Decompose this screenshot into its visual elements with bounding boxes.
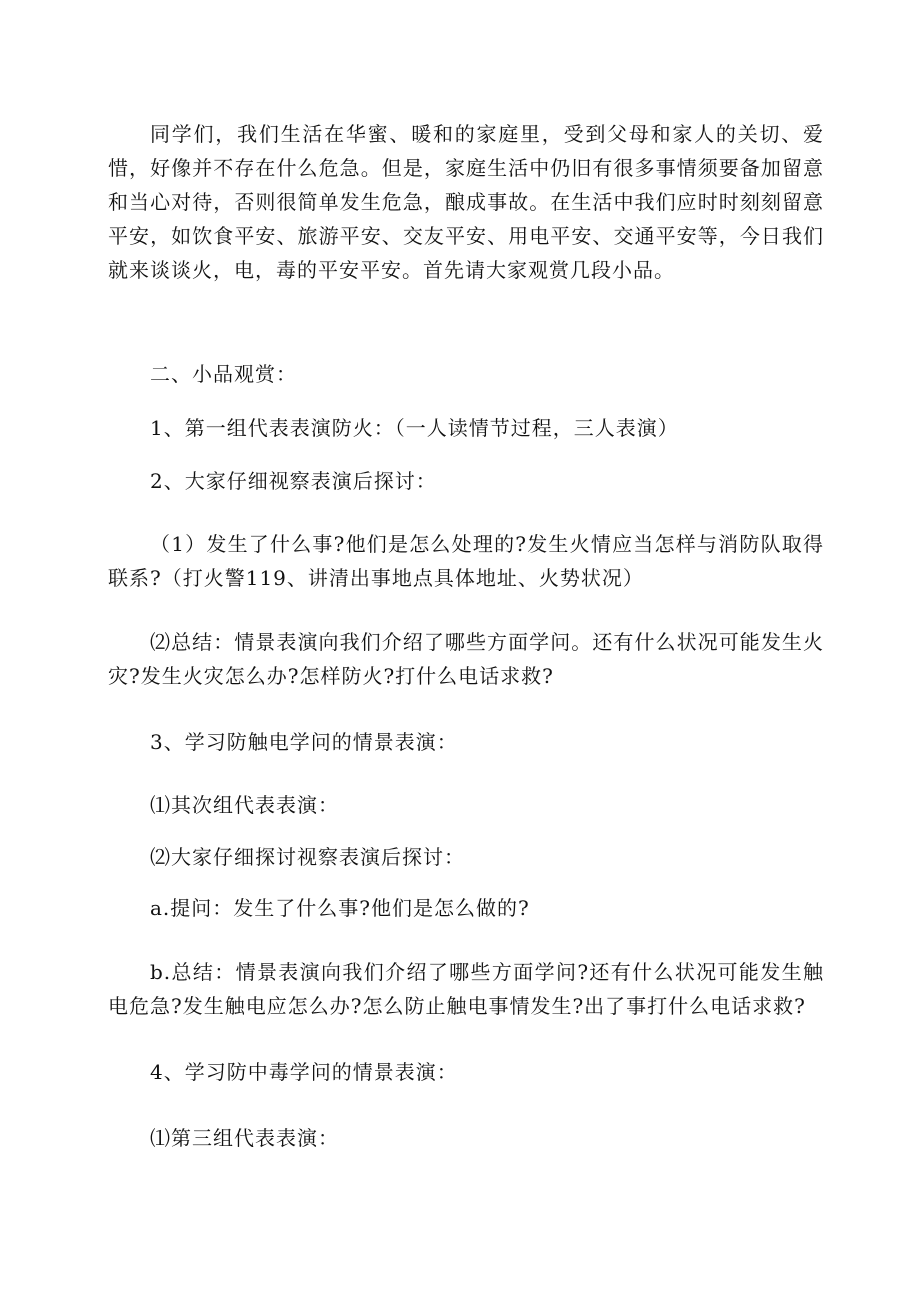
list-item-electric-summary: b.总结：情景表演向我们介绍了哪些方面学问?还有什么状况可能发生触电危急?发生触电应怎么办?怎么防止触电事情发生?出了事打什么电话求救? [108, 960, 824, 1018]
list-item-group-two: ⑴其次组代表表演： [150, 793, 339, 817]
list-item-group-three: ⑴第三组代表表演： [150, 1126, 339, 1150]
list-item-poison-performance: 4、学习防中毒学问的情景表演： [150, 1060, 458, 1084]
list-item-electric-discussion: ⑵大家仔细探讨视察表演后探讨： [150, 845, 465, 869]
intro-paragraph: 同学们，我们生活在华蜜、暖和的家庭里，受到父母和家人的关切、爱惜，好像并不存在什么危急。但是，家庭生活中仍旧有很多事情须要备加留意和当心对待，否则很简单发生危急，酿成事故。在生活中我们应时时刻刻留意平安，如饮食平安、旅游平安、交友平安、用电平安、交通平安等，今日我们就来谈谈火，电，毒的平安平安。首先请大家观赏几段小品。 [108, 122, 824, 282]
list-item-fire-performance: 1、第一组代表表演防火：（一人读情节过程，三人表演） [150, 416, 679, 440]
list-item-electric-question: a.提问：发生了什么事?他们是怎么做的? [150, 896, 530, 920]
list-item-fire-questions: （1）发生了什么事?他们是怎么处理的?发生火情应当怎样与消防队取得联系?（打火警119、讲清出事地点具体地址、火势状况） [108, 532, 824, 590]
list-item-discussion: 2、大家仔细视察表演后探讨： [150, 469, 437, 493]
section-heading-sketch-viewing: 二、小品观赏： [150, 362, 297, 386]
list-item-fire-summary: ⑵总结：情景表演向我们介绍了哪些方面学问。还有什么状况可能发生火灾?发生火灾怎么办?怎样防火?打什么电话求救? [108, 630, 824, 688]
list-item-electric-performance: 3、学习防触电学问的情景表演： [150, 730, 458, 754]
